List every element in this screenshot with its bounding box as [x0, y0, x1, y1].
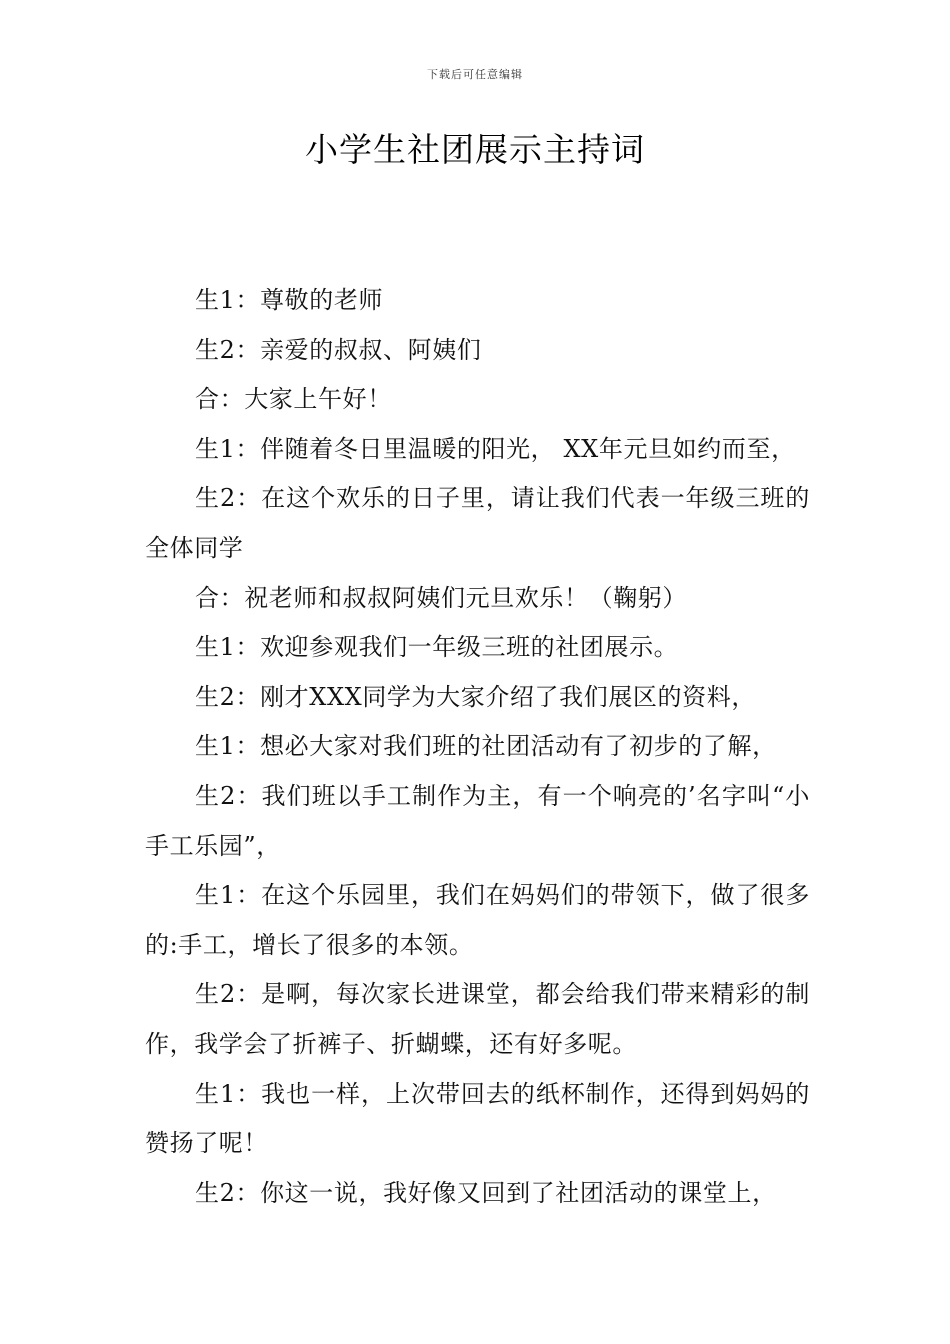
document-body [145, 276, 810, 1218]
paragraph: 生2：我们班以手工制作为主，有一个响亮的’名字叫“小手工乐园”， [145, 781, 810, 860]
header-note: 下载后可任意编辑 [427, 68, 523, 81]
paragraph: 生1：想必大家对我们班的社团活动有了初步的了解， [195, 732, 777, 761]
paragraph: 生2：亲爱的叔叔、阿姨们 [195, 335, 482, 364]
paragraph: 合：祝老师和叔叔阿姨们元旦欢乐！（鞠躬） [195, 583, 687, 612]
paragraph: 生2：在这个欢乐的日子里，请让我们代表一年级三班的全体同学 [145, 484, 810, 562]
paragraph: 合：大家上午好！ [195, 385, 392, 414]
paragraph: 生1：我也一样，上次带回去的纸杯制作，还得到妈妈的赞扬了呢！ [145, 1079, 810, 1158]
paragraph: 生1：伴随着冬日里温暖的阳光， XX年元旦如约而至， [195, 434, 796, 463]
paragraph: 生2：你这一说，我好像又回到了社团活动的课堂上， [195, 1178, 777, 1207]
paragraph: 生1：欢迎参观我们一年级三班的社团展示。 [195, 633, 679, 662]
paragraph: 生1：尊敬的老师 [195, 286, 384, 314]
paragraph: 生2：刚才XXX同学为大家介绍了我们展区的资料， [195, 682, 756, 711]
document-title: 小学生社团展示主持词 [305, 130, 645, 169]
paragraph: 生2：是啊，每次家长进课堂，都会给我们带来精彩的制作，我学会了折裤子、折蝴蝶，还有好多呢。 [145, 980, 810, 1058]
paragraph: 生1：在这个乐园里，我们在妈妈们的带领下，做了很多的:手工，增长了很多的本领。 [145, 881, 810, 959]
